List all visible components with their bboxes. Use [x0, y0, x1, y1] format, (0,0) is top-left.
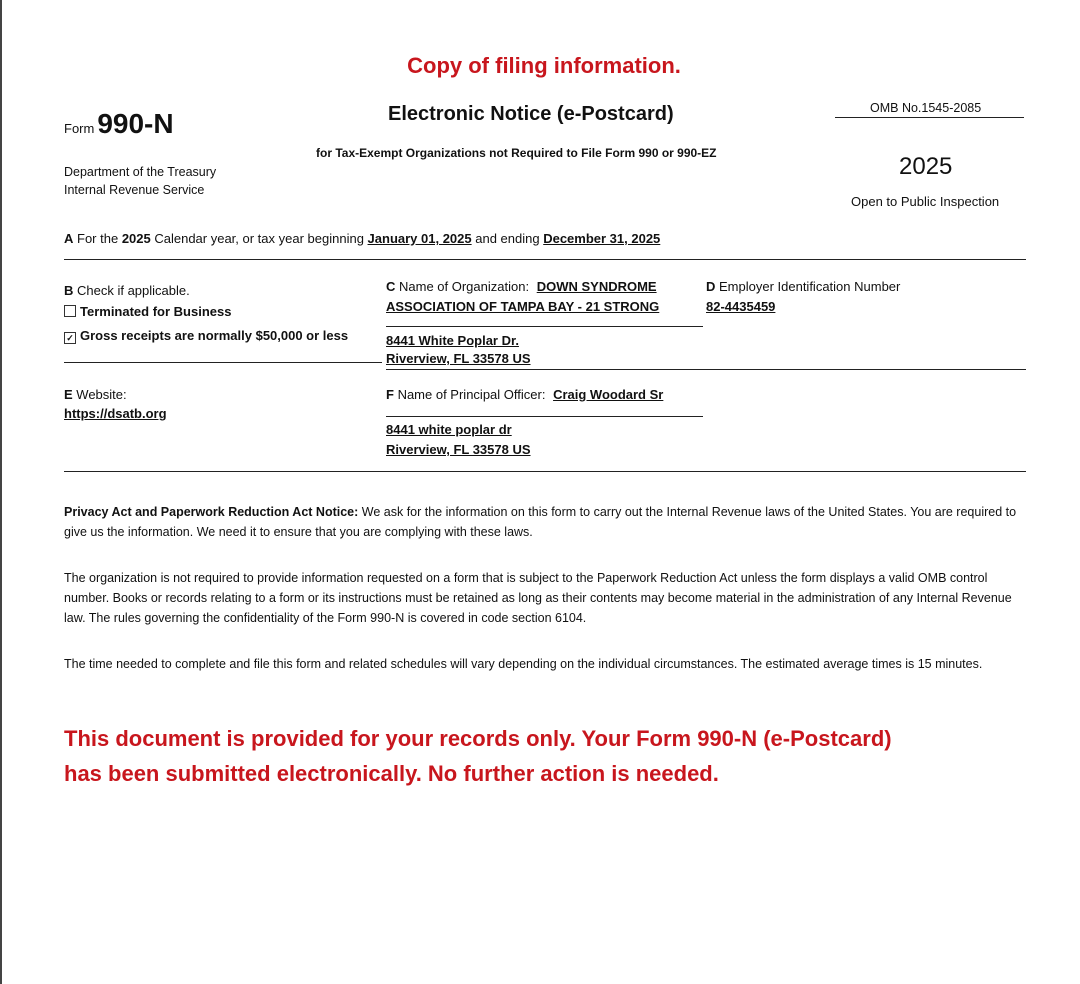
section-e-letter: E: [64, 387, 73, 402]
org-address-line2: Riverview, FL 33578 US: [386, 351, 531, 366]
section-a-year: 2025: [121, 231, 151, 246]
officer-address-line2: Riverview, FL 33578 US: [386, 442, 531, 457]
section-a: [64, 231, 660, 246]
option-gross-receipts-label: Gross receipts are normally $50,000 or less: [80, 328, 349, 343]
checkbox-terminated: [64, 305, 76, 317]
public-inspection: Open to Public Inspection: [851, 194, 1000, 209]
rule-after-a: [64, 259, 1026, 260]
option-terminated: [64, 304, 231, 319]
privacy-notice-heading: Privacy Act and Paperwork Reduction Act Notice:: [64, 505, 359, 519]
omb-number: OMB No.1545-2085: [870, 101, 982, 115]
paperwork-notice: The organization is not required to provide information requested on a form that is subject to the Paperwork Reduction Act unless the form displays a valid OMB control number. Books or records relating to a form or its instructions must be retained as long as their contents may become material in the administration of any Internal Revenue law. The rules governing the confidentiality of the Form 990-N is covered in code section 6104.: [64, 571, 1012, 625]
submission-message-line1: This document is provided for your records only. Your Form 990-N (e-Postcard): [64, 726, 892, 751]
tax-year: 2025: [899, 153, 953, 180]
rule-after-cd: [386, 369, 1026, 370]
form-label: [64, 108, 174, 140]
section-b-label: Check if applicable.: [73, 283, 190, 298]
page-left-border: [0, 0, 2, 984]
copy-title: Copy of filing information.: [407, 53, 681, 78]
form-subtitle: for Tax-Exempt Organizations not Required to File Form 990 or 990-EZ: [316, 146, 717, 160]
ein-value: 82-4435459: [706, 299, 776, 314]
time-estimate-notice: The time needed to complete and file this form and related schedules will vary depending on the individual circumstances. The estimated average times is 15 minutes.: [64, 657, 983, 671]
section-a-letter: A: [64, 231, 74, 246]
section-e-label: Website:: [72, 387, 127, 402]
rule-after-ef: [64, 471, 1026, 472]
rule-b-left: [64, 362, 382, 363]
rule-f-officer: [386, 416, 703, 417]
omb-rule: [835, 117, 1024, 118]
form-title: Electronic Notice (e-Postcard): [388, 103, 674, 125]
option-terminated-label: Terminated for Business: [80, 304, 232, 319]
org-address-line1: 8441 White Poplar Dr.: [386, 333, 519, 348]
submission-message-line2: has been submitted electronically. No further action is needed.: [64, 761, 719, 786]
section-f-letter: F: [386, 387, 394, 402]
section-d-label: Employer Identification Number: [715, 279, 901, 294]
rule-c-name: [386, 326, 703, 327]
end-date: December 31, 2025: [543, 231, 661, 246]
section-c-heading: [386, 279, 657, 294]
officer-address-line1: 8441 white poplar dr: [386, 422, 512, 437]
check-mark-icon: ✓: [66, 333, 74, 343]
checkbox-gross-receipts: [64, 332, 76, 344]
section-f-heading: [386, 387, 663, 402]
section-a-text1: For the: [73, 231, 122, 246]
website-url: https://dsatb.org: [64, 406, 167, 421]
begin-date: January 01, 2025: [367, 231, 472, 246]
section-b-heading: [64, 283, 190, 298]
section-f-label: Name of Principal Officer:: [393, 387, 546, 402]
section-a-text2: Calendar year, or tax year beginning: [150, 231, 368, 246]
form-number: 990-N: [97, 108, 174, 139]
privacy-notice-text: We ask for the information on this form to carry out the Internal Revenue laws of the United States. You are required to give us the information. We need it to ensure that you are complying with these laws.: [64, 505, 1017, 539]
section-a-text3: and ending: [471, 231, 544, 246]
section-d-heading: [706, 279, 900, 294]
option-gross-receipts: [64, 328, 348, 344]
dept-treasury: Department of the Treasury: [64, 165, 217, 179]
form-prefix: Form: [64, 121, 95, 136]
privacy-notice: [64, 502, 1024, 542]
section-c-letter: C: [386, 279, 396, 294]
org-name-line1: DOWN SYNDROME: [536, 279, 657, 294]
irs-name: Internal Revenue Service: [64, 183, 205, 197]
section-e-heading: [64, 387, 127, 402]
section-b-letter: B: [64, 283, 74, 298]
principal-officer: Craig Woodard Sr: [553, 387, 664, 402]
section-d-letter: D: [706, 279, 716, 294]
section-c-label: Name of Organization:: [395, 279, 530, 294]
org-name-line2: ASSOCIATION OF TAMPA BAY - 21 STRONG: [386, 299, 660, 314]
